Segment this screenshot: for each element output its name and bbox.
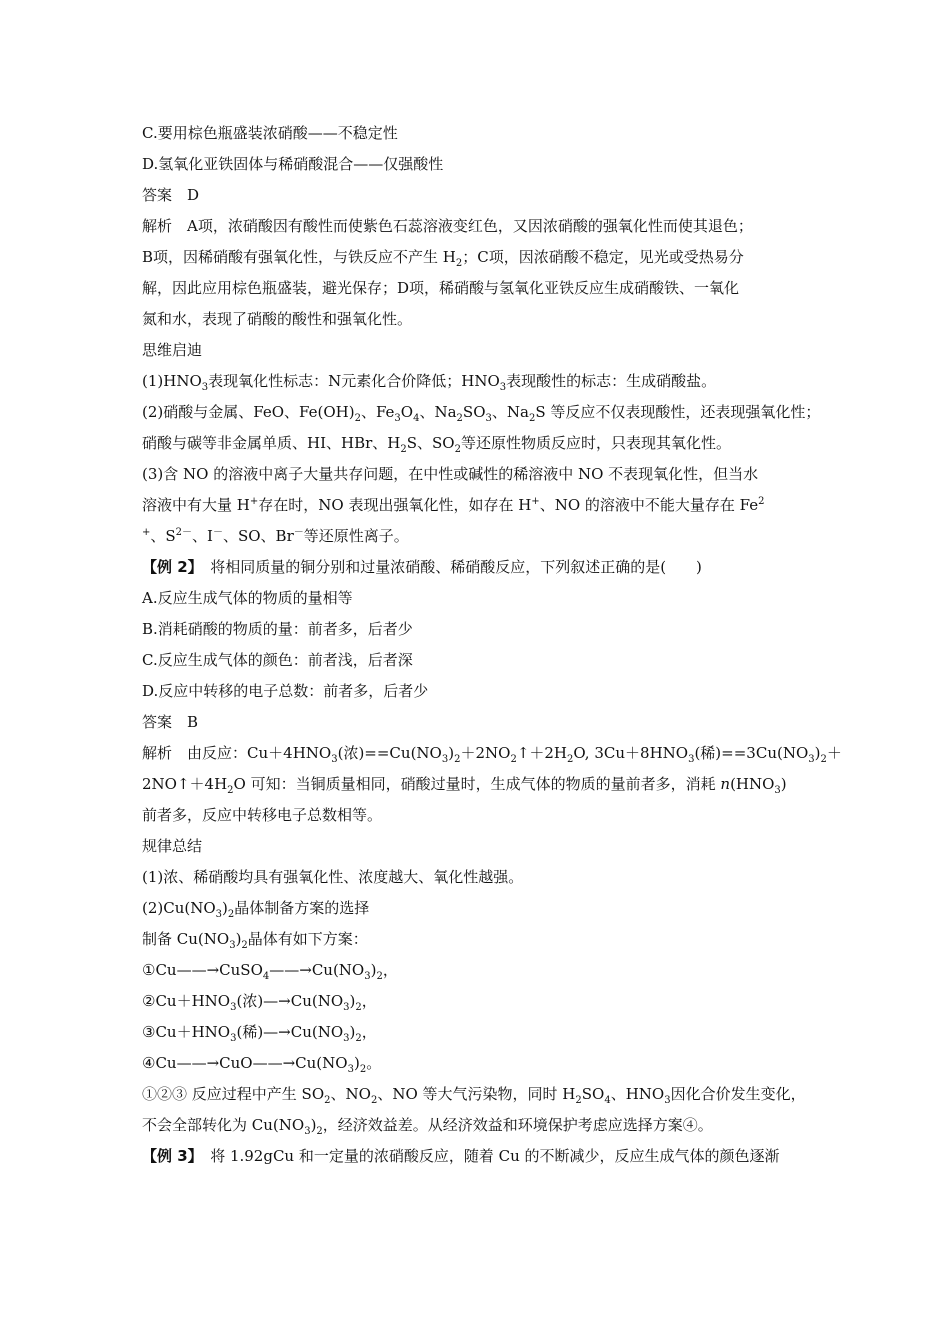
text: 、NO 的溶液中不能大量存在 Fe <box>539 496 759 514</box>
subscript: 2 <box>355 1002 362 1013</box>
text: ) <box>780 775 787 793</box>
subscript: 3 <box>230 1033 237 1044</box>
subscript: 3 <box>343 1033 350 1044</box>
subscript: 2 <box>316 1126 323 1137</box>
question-text: 将相同质量的铜分别和过量浓硝酸、稀硝酸反应，下列叙述正确的是( ) <box>210 558 702 576</box>
subscript: 3 <box>230 1002 237 1013</box>
text: ①②③ 反应过程中产生 SO <box>142 1085 325 1103</box>
answer-label: 答案 <box>142 713 173 731</box>
scheme-2 <box>142 986 822 1017</box>
text: 、NO <box>330 1085 371 1103</box>
subscript: 2 <box>370 1095 378 1106</box>
text: O <box>400 403 414 421</box>
q1-option-c: C.要用棕色瓶盛装浓硝酸——不稳定性 <box>142 124 398 142</box>
thinking-point-2-line-2 <box>142 428 822 459</box>
answer-value: B <box>187 713 199 731</box>
text: (稀)==3Cu(NO <box>694 744 809 762</box>
subscript: 2 <box>454 754 461 765</box>
example-tag: 【例 3】 <box>142 1147 196 1165</box>
subscript: 3 <box>485 413 492 424</box>
answer-value: D <box>187 186 200 204</box>
text: 、Fe <box>360 403 395 421</box>
text: 、I <box>192 527 213 545</box>
text: 等还原性物质反应时，只表现其氧化性。 <box>460 434 731 452</box>
q3-stem <box>142 1141 822 1172</box>
text: ) <box>222 899 228 917</box>
text: ②Cu＋HNO <box>142 992 231 1010</box>
text: ) <box>235 930 242 948</box>
subscript: 2 <box>359 1064 367 1075</box>
thinking-point-1 <box>142 366 822 397</box>
q2-stem <box>142 552 822 583</box>
subscript: 2 <box>510 754 517 765</box>
scheme-3 <box>142 1017 822 1048</box>
text: (HNO <box>730 775 775 793</box>
text: 晶体制备方案的选择 <box>234 899 370 917</box>
subscript: 3 <box>499 382 507 393</box>
q2-option-c: C.反应生成气体的颜色：前者浅，后者深 <box>142 651 413 669</box>
subscript: 4 <box>262 971 270 982</box>
text: ——→Cu(NO <box>269 961 365 979</box>
text: S 等反应不仅表现酸性，还表现强氧化性； <box>535 403 821 421</box>
text: ①Cu——→CuSO <box>142 961 263 979</box>
subscript: 2 <box>354 413 361 424</box>
text: 因化合价发生变化， <box>670 1085 806 1103</box>
text: ) <box>448 744 455 762</box>
analysis-label: 解析 <box>142 217 173 235</box>
subscript: 3 <box>364 971 371 982</box>
text: (2)硝酸与金属、FeO、Fe(OH) <box>142 403 355 421</box>
text: ④Cu——→CuO——→Cu(NO <box>142 1054 348 1072</box>
summary-point-3 <box>142 924 822 955</box>
text: 、Na <box>491 403 529 421</box>
subscript: 4 <box>604 1095 611 1106</box>
summary-title: 规律总结 <box>142 837 203 855</box>
answer-label: 答案 <box>142 186 173 204</box>
subscript: 3 <box>441 754 449 765</box>
summary-conclusion-line-1 <box>142 1079 822 1110</box>
text: ↑＋2H <box>516 744 568 762</box>
subscript: 3 <box>688 754 695 765</box>
q1-analysis-line-1 <box>142 211 822 242</box>
italic-variable: n <box>720 775 731 793</box>
q2-analysis-line-3: 前者多，反应中转移电子总数相等。 <box>142 806 383 824</box>
subscript: 2 <box>567 754 574 765</box>
text: 硝酸与碳等非金属单质、HI、HBr、H <box>142 434 401 452</box>
q1-analysis-line-3: 解，因此应用棕色瓶盛装，避光保存；D项，稀硝酸与氢氧化亚铁反应生成硝酸铁、一氧化 <box>142 279 740 297</box>
text: 制备 Cu(NO <box>142 930 230 948</box>
text: 表现酸性的标志：生成硝酸盐。 <box>506 372 717 390</box>
q2-analysis-line-1 <box>142 738 842 769</box>
subscript: 3 <box>331 754 338 765</box>
subscript: 2 <box>324 1095 331 1106</box>
analysis-text: ；C项，因浓硝酸不稳定，见光或受热易分 <box>462 248 744 266</box>
subscript: 2 <box>227 909 235 920</box>
q2-option-a: A.反应生成气体的物质的量相等 <box>142 589 353 607</box>
subscript: 3 <box>394 413 401 424</box>
text: 2NO↑＋4H <box>142 775 228 793</box>
text: 、HNO <box>610 1085 665 1103</box>
text: 由反应：Cu＋4HNO <box>187 744 332 762</box>
text: ) <box>370 961 377 979</box>
summary-point-1: (1)浓、稀硝酸均具有强氧化性、浓度越大、氧化性越强。 <box>142 868 524 886</box>
q1-analysis-line-2 <box>142 242 822 273</box>
text: 、Na <box>419 403 457 421</box>
subscript: 3 <box>201 382 209 393</box>
subscript: 3 <box>808 754 815 765</box>
text: ，经济效益差。从经济效益和环境保护考虑应选择方案④。 <box>322 1116 713 1134</box>
text: SO <box>462 403 486 421</box>
subscript: 4 <box>413 413 420 424</box>
subscript: 2 <box>455 258 463 269</box>
subscript: 3 <box>215 909 223 920</box>
subscript: 2 <box>241 940 248 951</box>
superscript: 2 <box>758 496 765 507</box>
q1-answer <box>142 180 822 211</box>
thinking-point-2-line-1 <box>142 397 822 428</box>
text: ) <box>310 1116 317 1134</box>
q2-option-b: B.消耗硝酸的物质的量：前者多，后者少 <box>142 620 413 638</box>
text: ＋ <box>826 744 842 762</box>
text: (1)HNO <box>142 372 202 390</box>
thinking-point-3-line-1: (3)含 NO 的溶液中离子大量共存问题，在中性或碱性的稀溶液中 NO 不表现氧化性，但当水 <box>142 465 759 483</box>
q1-analysis-line-4: 氮和水，表现了硝酸的酸性和强氧化性。 <box>142 310 413 328</box>
text: ) <box>353 1054 360 1072</box>
text: ) <box>349 1023 356 1041</box>
subscript: 2 <box>528 413 536 424</box>
text: 存在时，NO 表现出强氧化性，如存在 H <box>258 496 532 514</box>
superscript: － <box>212 527 223 538</box>
thinking-title: 思维启迪 <box>142 341 203 359</box>
subscript: 2 <box>376 971 383 982</box>
text: (浓)—→Cu(NO <box>236 992 344 1010</box>
subscript: 2 <box>575 1095 582 1106</box>
analysis-text: B项，因稀硝酸有强氧化性，与铁反应不产生 H <box>142 248 456 266</box>
subscript: 3 <box>664 1095 671 1106</box>
subscript: 2 <box>454 444 461 455</box>
subscript: 3 <box>774 785 781 796</box>
text: 、SO、Br <box>222 527 294 545</box>
q1-option-d: D.氢氧化亚铁固体与稀硝酸混合——仅强酸性 <box>142 155 444 173</box>
summary-conclusion-line-2 <box>142 1110 822 1141</box>
superscript: + <box>142 527 151 538</box>
analysis-text: A项，浓硝酸因有酸性而使紫色石蕊溶液变红色，又因浓硝酸的强氧化性而使其退色； <box>187 217 753 235</box>
text: 溶液中有大量 H <box>142 496 250 514</box>
text: SO <box>581 1085 605 1103</box>
superscript: + <box>531 496 540 507</box>
text: 表现氧化性标志：N元素化合价降低；HNO <box>208 372 500 390</box>
text: 等还原性离子。 <box>303 527 409 545</box>
text: ， <box>361 1023 377 1041</box>
text: ， <box>361 992 377 1010</box>
text: O, 3Cu＋8HNO <box>573 744 689 762</box>
scheme-1 <box>142 955 822 986</box>
text: O 可知：当铜质量相同，硝酸过量时，生成气体的物质的量前者多，消耗 <box>233 775 721 793</box>
text: 晶体有如下方案： <box>247 930 368 948</box>
text: ， <box>382 961 398 979</box>
subscript: 2 <box>400 444 407 455</box>
text: (2)Cu(NO <box>142 899 216 917</box>
subscript: 3 <box>347 1064 354 1075</box>
q2-analysis-line-2 <box>142 769 822 800</box>
summary-point-2 <box>142 893 822 924</box>
example-tag: 【例 2】 <box>142 558 196 576</box>
q2-option-d: D.反应中转移的电子总数：前者多，后者少 <box>142 682 429 700</box>
document-page <box>142 118 842 1172</box>
text: 、S <box>150 527 176 545</box>
thinking-point-3-line-3 <box>142 521 822 552</box>
text: ) <box>349 992 356 1010</box>
subscript: 2 <box>820 754 827 765</box>
subscript: 2 <box>355 1033 362 1044</box>
superscript: 2－ <box>175 527 193 538</box>
subscript: 3 <box>229 940 236 951</box>
text: ) <box>814 744 821 762</box>
text: 不会全部转化为 Cu(NO <box>142 1116 305 1134</box>
scheme-4 <box>142 1048 822 1079</box>
subscript: 3 <box>343 1002 350 1013</box>
text: (浓)==Cu(NO <box>337 744 442 762</box>
text: ＋2NO <box>460 744 511 762</box>
subscript: 2 <box>227 785 234 796</box>
thinking-point-3-line-2 <box>142 490 822 521</box>
subscript: 3 <box>304 1126 311 1137</box>
text: S、SO <box>406 434 455 452</box>
text: (稀)—→Cu(NO <box>236 1023 344 1041</box>
question-text: 将 1.92gCu 和一定量的浓硝酸反应，随着 Cu 的不断减少，反应生成气体的颜色逐渐 <box>210 1147 780 1165</box>
superscript: － <box>293 527 304 538</box>
text: 。 <box>366 1054 382 1072</box>
q2-answer <box>142 707 822 738</box>
superscript: + <box>249 496 259 507</box>
analysis-label: 解析 <box>142 744 173 762</box>
text: ③Cu＋HNO <box>142 1023 231 1041</box>
subscript: 2 <box>456 413 463 424</box>
text: 、NO 等大气污染物，同时 H <box>377 1085 576 1103</box>
